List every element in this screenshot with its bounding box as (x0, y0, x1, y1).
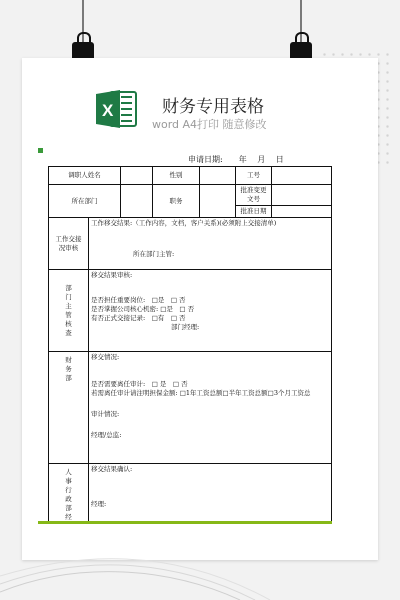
hr-manager-text: 经理: (91, 500, 107, 508)
dept-head-check-cell[interactable] (89, 270, 332, 352)
approved-change-label: 批准变更文号 (236, 185, 272, 206)
handover-record-question: 有否正式交接记录: □有 □ 否 (91, 314, 186, 322)
confirm-result-text: 移交结果确认: (91, 465, 133, 473)
department-label: 所在部门 (49, 185, 121, 218)
dept-head-check-char2: 门 (65, 292, 72, 301)
gender-label: 性别 (153, 167, 200, 185)
decorative-curves (0, 530, 400, 600)
core-secret-question: 是否掌握公司核心机密: □是 □ 否 (91, 305, 195, 313)
finance-dept-cell[interactable] (89, 352, 332, 464)
hr-admin-cell[interactable] (89, 464, 332, 524)
dept-head-check-char1: 部 (65, 283, 72, 292)
dept-head-check-char4: 管 (65, 310, 72, 319)
employee-no-field[interactable] (272, 167, 332, 185)
transfer-form-table (48, 166, 332, 524)
transfer-status-text: 移交情况: (91, 353, 120, 361)
hr-admin-char3: 行 (65, 486, 72, 494)
hr-admin-char4: 政 (65, 495, 72, 503)
department-supervisor-text: 所在部门主管: (133, 250, 175, 258)
approved-date-field[interactable] (272, 206, 332, 218)
finance-dept-char3: 部 (65, 374, 72, 382)
hr-admin-char2: 事 (65, 477, 72, 485)
finance-manager-text: 经理/总监: (91, 431, 122, 439)
dept-head-check-char3: 主 (65, 301, 72, 310)
handover-result-cell[interactable] (89, 218, 332, 270)
application-date: 申请日期: 年 月 日 (188, 155, 284, 164)
finance-dept-char2: 务 (65, 365, 72, 373)
dept-head-check-label (49, 270, 89, 352)
approved-date-label: 批准日期 (236, 206, 272, 218)
department-manager-text: 部门经理: (171, 323, 200, 331)
corner-marker (38, 148, 43, 153)
handover-review-label-line2: 况审核 (58, 243, 79, 252)
page-title: 财务专用表格 (162, 97, 264, 117)
position-label: 职务 (153, 185, 200, 218)
hr-admin-label (49, 464, 89, 524)
page-subtitle: word A4打印 随意修改 (152, 118, 267, 131)
position-field[interactable] (200, 185, 236, 218)
audit-status-text: 审计情况: (91, 410, 120, 418)
dept-head-check-char5: 核 (65, 319, 72, 328)
gender-field[interactable] (200, 167, 236, 185)
employee-no-label: 工号 (236, 167, 272, 185)
handover-review-label-line1: 工作交接 (55, 234, 82, 243)
transferee-name-field[interactable] (121, 167, 153, 185)
handover-review-label (49, 218, 89, 270)
transferee-name-label: 调职人姓名 (49, 167, 121, 185)
key-position-question: 是否担任重要岗位: □是 □ 否 (91, 296, 186, 304)
hr-admin-char6: 经 (65, 513, 72, 521)
handover-result-text: 工作移交结果:（工作内容，文档，客户关系)(必须附上交接清单) (91, 219, 277, 227)
dept-head-check-char6: 查 (65, 328, 72, 337)
hr-admin-char1: 人 (65, 468, 72, 476)
finance-dept-char1: 财 (65, 356, 72, 364)
approved-change-field[interactable] (272, 185, 332, 206)
card-header (22, 58, 378, 143)
review-result-text: 移交结果审核: (91, 271, 133, 279)
finance-dept-label (49, 352, 89, 464)
department-field[interactable] (121, 185, 153, 218)
accent-bar (38, 521, 332, 524)
svg-text:X: X (102, 101, 114, 120)
audit-required-question: 是否需要离任审计: □ 是 □ 否 (91, 380, 188, 388)
guarantee-amount-question: 若需离任审计请注明担保金额: □1年工资总额□半年工资总额□3个月工资总 (91, 389, 311, 397)
form-document (38, 148, 332, 524)
excel-icon (94, 89, 138, 129)
hr-admin-char5: 部 (65, 504, 72, 512)
